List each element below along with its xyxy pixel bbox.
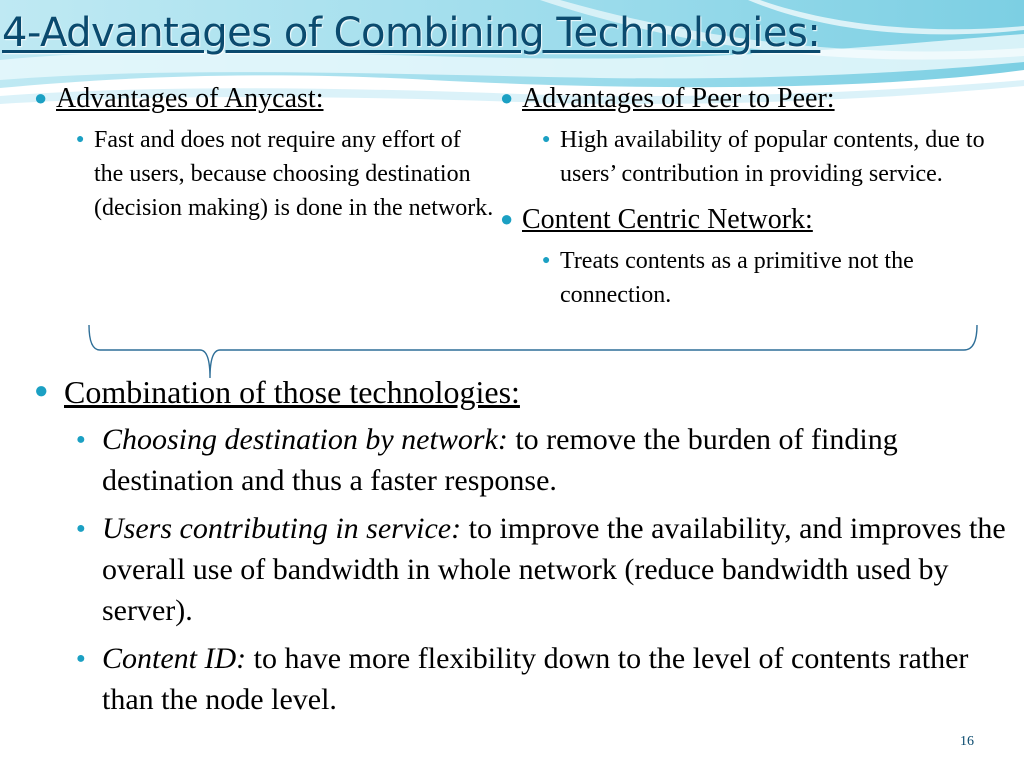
combination-point-text [102, 419, 1010, 501]
bullet-icon: ● [76, 650, 86, 667]
combination-point [76, 508, 1010, 631]
ccn-heading: Content Centric Network: [522, 204, 813, 235]
anycast-heading-item [34, 84, 494, 114]
anycast-point-text: Fast and does not require any effort of the users, because choosing destination (decision making) is done in the network. [94, 127, 494, 221]
slide-title: 4-Advantages of Combining Technologies: [2, 10, 821, 56]
bullet-icon: ● [34, 85, 48, 110]
bullet-icon: ● [76, 431, 86, 448]
combination-description: to remove the burden of finding destination and thus a faster response. [102, 423, 898, 497]
p2p-point [542, 123, 1008, 191]
p2p-point-text: High availability of popular contents, due to users’ contribution in providing service. [560, 127, 985, 187]
anycast-heading: Advantages of Anycast: [56, 83, 324, 114]
p2p-heading-item [500, 84, 1008, 114]
combination-point [76, 638, 1010, 720]
combination-term: Choosing destination by network: [102, 423, 508, 456]
combination-description: to improve the availability, and improves the overall use of bandwidth in whole network (reduce bandwidth used by server). [102, 512, 1006, 627]
bullet-icon: ● [34, 378, 49, 404]
combination-section [34, 374, 1010, 720]
combination-term: Content ID: [102, 642, 247, 675]
combination-point [76, 419, 1010, 501]
ccn-point [542, 244, 1008, 312]
p2p-heading: Advantages of Peer to Peer: [522, 83, 835, 114]
combination-point-text [102, 638, 1010, 720]
grouping-brace [86, 322, 982, 380]
combination-heading-item [34, 374, 1010, 410]
anycast-point [76, 123, 494, 225]
bullet-icon: ● [542, 253, 551, 268]
bullet-icon: ● [542, 132, 551, 147]
bullet-icon: ● [500, 85, 514, 110]
right-column [500, 84, 1008, 312]
page-number: 16 [960, 734, 974, 749]
combination-heading: Combination of those technologies: [64, 374, 520, 410]
ccn-point-text: Treats contents as a primitive not the connection. [560, 248, 914, 308]
anycast-column [34, 84, 494, 225]
combination-description: to have more flexibility down to the level of contents rather than the node level. [102, 642, 969, 716]
combination-point-text [102, 508, 1010, 631]
ccn-heading-item [500, 205, 1008, 235]
bullet-icon: ● [500, 206, 514, 231]
bullet-icon: ● [76, 520, 86, 537]
bullet-icon: ● [76, 132, 85, 147]
combination-term: Users contributing in service: [102, 512, 462, 545]
